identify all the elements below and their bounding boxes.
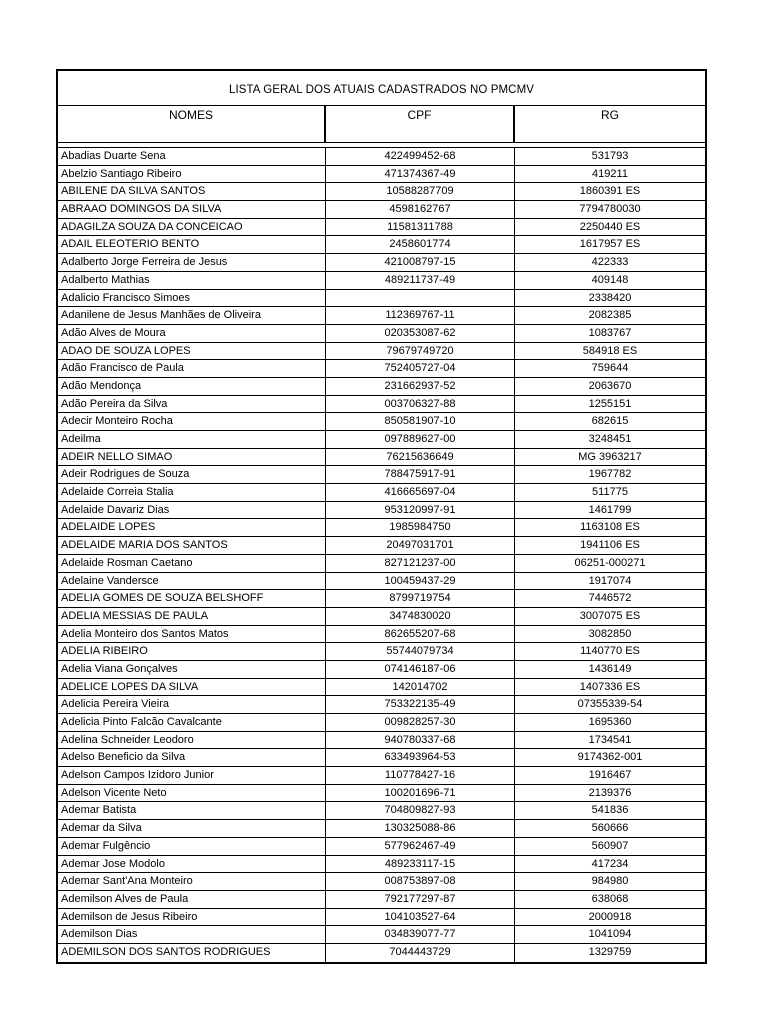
- row-name-cell: Adão Francisco de Paula: [58, 360, 326, 377]
- table-row: [58, 290, 705, 308]
- table-row: [58, 413, 705, 431]
- registrants-table: [56, 69, 707, 964]
- row-rg-cell: MG 3963217: [578, 450, 642, 463]
- row-name-cell: Adelia Viana Gonçalves: [58, 661, 326, 678]
- row-name-cell: Abadias Duarte Sena: [58, 148, 326, 165]
- row-cpf-cell: 034839077-77: [326, 926, 515, 943]
- row-cpf-cell: 112369767-11: [326, 307, 515, 324]
- row-cpf-cell: 753322135-49: [326, 696, 515, 713]
- table-row: [58, 343, 705, 361]
- table-row: [58, 307, 705, 325]
- row-cpf-cell: 940780337-68: [326, 732, 515, 749]
- row-name-cell: Ademilson de Jesus Ribeiro: [58, 909, 326, 926]
- row-name-cell: ADELICE LOPES DA SILVA: [58, 679, 326, 696]
- row-rg-cell: 1917074: [588, 574, 632, 587]
- row-name-cell: ABILENE DA SILVA SANTOS: [58, 183, 326, 200]
- row-cpf-cell: 110778427-16: [326, 767, 515, 784]
- column-header-rg: RG: [601, 108, 619, 122]
- row-name-cell: Ademar Batista: [58, 802, 326, 819]
- row-name-cell: Adelaide Rosman Caetano: [58, 555, 326, 572]
- row-cpf-cell: 3474830020: [326, 608, 515, 625]
- row-name-cell: Adelina Schneider Leodoro: [58, 732, 326, 749]
- row-rg-cell: 541836: [591, 804, 629, 817]
- row-rg-cell: 409148: [591, 273, 629, 286]
- row-rg-cell: 759644: [591, 362, 629, 375]
- table-row: [58, 502, 705, 520]
- row-name-cell: ADEIR NELLO SIMAO: [58, 449, 326, 466]
- row-rg-cell: 511775: [592, 486, 628, 499]
- table-row: [58, 891, 705, 909]
- row-cpf-cell: 231662937-52: [326, 378, 515, 395]
- row-rg-cell: 531793: [591, 150, 629, 162]
- row-cpf-cell: 79679749720: [326, 343, 515, 360]
- row-cpf-cell: 704809827-93: [326, 802, 515, 819]
- row-name-cell: Adão Mendonça: [58, 378, 326, 395]
- row-name-cell: Ademilson Alves de Paula: [58, 891, 326, 908]
- row-name-cell: Adalberto Jorge Ferreira de Jesus: [58, 254, 326, 271]
- row-rg-cell: 2139376: [588, 786, 632, 799]
- column-header-names: NOMES: [58, 106, 326, 142]
- row-cpf-cell: [326, 290, 515, 307]
- row-rg-cell: 1695360: [588, 716, 632, 728]
- table-row: [58, 466, 705, 484]
- table-row: [58, 643, 705, 661]
- row-rg-cell: 07355339-54: [577, 698, 643, 711]
- table-row: [58, 396, 705, 414]
- row-cpf-cell: 827121237-00: [326, 555, 515, 572]
- row-rg-cell: 2063670: [588, 379, 632, 392]
- table-row: [58, 484, 705, 502]
- row-name-cell: Adelaide Correia Stalia: [58, 484, 326, 501]
- row-cpf-cell: 1985984750: [326, 519, 515, 536]
- row-cpf-cell: 11581311788: [326, 219, 515, 236]
- row-cpf-cell: 850581907-10: [326, 413, 515, 430]
- table-row: [58, 519, 705, 537]
- row-rg-cell: 1941106 ES: [580, 539, 640, 552]
- column-header-cpf: CPF: [326, 106, 515, 142]
- row-cpf-cell: 577962467-49: [326, 838, 515, 855]
- row-rg-cell: 1255151: [588, 397, 632, 410]
- row-name-cell: Adelaine Vandersce: [58, 573, 326, 590]
- row-name-cell: Adelson Vicente Neto: [58, 785, 326, 802]
- row-rg-cell: 1041094: [588, 928, 632, 941]
- row-name-cell: Adecir Monteiro Rocha: [58, 413, 326, 430]
- row-name-cell: Ademar da Silva: [58, 820, 326, 837]
- table-row: [58, 555, 705, 573]
- row-rg-cell: 584918 ES: [582, 344, 638, 357]
- row-cpf-cell: 10588287709: [326, 183, 515, 200]
- row-name-cell: Ademar Jose Modolo: [58, 856, 326, 873]
- table-row: [58, 679, 705, 697]
- table-row: [58, 590, 705, 608]
- row-name-cell: ADAO DE SOUZA LOPES: [58, 343, 326, 360]
- row-rg-cell: 1436149: [588, 662, 632, 675]
- row-rg-cell: 06251-000271: [574, 556, 646, 569]
- row-name-cell: Adalicio Francisco Simoes: [58, 290, 326, 307]
- row-cpf-cell: 020353087-62: [326, 325, 515, 342]
- row-rg-cell: 2000918: [588, 910, 632, 923]
- table-row: [58, 254, 705, 272]
- row-rg-cell: 2250440 ES: [579, 220, 641, 233]
- table-row: [58, 236, 705, 254]
- table-row: [58, 749, 705, 767]
- row-name-cell: ADEMILSON DOS SANTOS RODRIGUES: [58, 944, 326, 962]
- table-header-row: [58, 106, 705, 143]
- table-row: [58, 573, 705, 591]
- table-row: [58, 626, 705, 644]
- row-name-cell: Adelaide Davariz Dias: [58, 502, 326, 519]
- row-cpf-cell: 633493964-53: [326, 749, 515, 766]
- row-rg-cell: 1083767: [588, 326, 632, 339]
- row-rg-cell: 560907: [591, 839, 629, 852]
- row-rg-cell: 422333: [591, 256, 629, 269]
- row-rg-cell: 1163108 ES: [580, 521, 640, 534]
- row-rg-cell: 682615: [591, 415, 629, 428]
- table-row: [58, 785, 705, 803]
- table-row: [58, 201, 705, 219]
- row-rg-cell: 984980: [591, 875, 629, 888]
- row-name-cell: Ademilson Dias: [58, 926, 326, 943]
- row-name-cell: Adão Pereira da Silva: [58, 396, 326, 413]
- row-name-cell: ADELAIDE MARIA DOS SANTOS: [58, 537, 326, 554]
- table-row: [58, 714, 705, 732]
- row-name-cell: ABRAAO DOMINGOS DA SILVA: [58, 201, 326, 218]
- table-row: [58, 802, 705, 820]
- row-rg-cell: 2338420: [588, 291, 632, 304]
- row-name-cell: Adelso Beneficio da Silva: [58, 749, 326, 766]
- table-row: [58, 325, 705, 343]
- row-cpf-cell: 074146187-06: [326, 661, 515, 678]
- row-cpf-cell: 7044443729: [326, 944, 515, 962]
- table-row: [58, 909, 705, 927]
- row-rg-cell: 1140770 ES: [580, 645, 640, 658]
- row-rg-cell: 1916467: [588, 769, 632, 782]
- row-cpf-cell: 471374367-49: [326, 166, 515, 183]
- row-cpf-cell: 003706327-88: [326, 396, 515, 413]
- row-rg-cell: 1860391 ES: [579, 185, 641, 198]
- row-rg-cell: 560666: [591, 822, 629, 835]
- table-row: [58, 431, 705, 449]
- row-cpf-cell: 100201696-71: [326, 785, 515, 802]
- table-row: [58, 820, 705, 838]
- row-name-cell: ADAIL ELEOTERIO BENTO: [58, 236, 326, 253]
- row-rg-cell: 1967782: [588, 468, 632, 481]
- row-cpf-cell: 55744079734: [326, 643, 515, 660]
- row-name-cell: Adalberto Mathias: [58, 272, 326, 289]
- row-name-cell: ADELIA RIBEIRO: [58, 643, 326, 660]
- row-rg-cell: 3082850: [588, 627, 632, 640]
- row-rg-cell: 1461799: [588, 503, 632, 516]
- row-rg-cell: 2082385: [588, 309, 632, 322]
- row-cpf-cell: 2458601774: [326, 236, 515, 253]
- table-row: [58, 873, 705, 891]
- row-cpf-cell: 416665697-04: [326, 484, 515, 501]
- row-name-cell: Adeir Rodrigues de Souza: [58, 466, 326, 483]
- row-cpf-cell: 100459437-29: [326, 573, 515, 590]
- row-name-cell: Adeilma: [58, 431, 326, 448]
- row-name-cell: Adelicia Pereira Vieira: [58, 696, 326, 713]
- row-name-cell: Abelzio Santiago Ribeiro: [58, 166, 326, 183]
- row-cpf-cell: 130325088-86: [326, 820, 515, 837]
- table-row: [58, 449, 705, 467]
- row-cpf-cell: 752405727-04: [326, 360, 515, 377]
- row-rg-cell: 3248451: [588, 433, 632, 445]
- document-title: LISTA GERAL DOS ATUAIS CADASTRADOS NO PMCMV: [58, 71, 705, 106]
- table-row: [58, 537, 705, 555]
- row-cpf-cell: 489233117-15: [326, 856, 515, 873]
- row-cpf-cell: 8799719754: [326, 590, 515, 607]
- row-cpf-cell: 422499452-68: [326, 148, 515, 165]
- table-row: [58, 272, 705, 290]
- table-row: [58, 767, 705, 785]
- row-cpf-cell: 953120997-91: [326, 502, 515, 519]
- table-row: [58, 732, 705, 750]
- row-rg-cell: 7794780030: [579, 203, 641, 216]
- row-name-cell: Adanilene de Jesus Manhães de Oliveira: [58, 307, 326, 324]
- row-cpf-cell: 009828257-30: [326, 714, 515, 731]
- row-name-cell: Adelson Campos Izidoro Junior: [58, 767, 326, 784]
- row-cpf-cell: 489211737-49: [326, 272, 515, 289]
- row-rg-cell: 7446572: [588, 592, 632, 605]
- row-name-cell: Ademar Sant'Ana Monteiro: [58, 873, 326, 890]
- table-row: [58, 166, 705, 184]
- table-row: [58, 696, 705, 714]
- row-cpf-cell: 421008797-15: [326, 254, 515, 271]
- table-row: [58, 944, 705, 962]
- row-rg-cell: 3007075 ES: [579, 609, 641, 622]
- row-cpf-cell: 097889627-00: [326, 431, 515, 448]
- row-rg-cell: 1407336 ES: [579, 680, 641, 693]
- row-cpf-cell: 788475917-91: [326, 466, 515, 483]
- row-rg-cell: 638068: [591, 892, 629, 905]
- row-rg-cell: 9174362-001: [577, 751, 643, 764]
- row-cpf-cell: 862655207-68: [326, 626, 515, 643]
- table-row: [58, 838, 705, 856]
- row-rg-cell: 419211: [592, 167, 628, 180]
- row-name-cell: Adão Alves de Moura: [58, 325, 326, 342]
- row-name-cell: Ademar Fulgêncio: [58, 838, 326, 855]
- row-cpf-cell: 104103527-64: [326, 909, 515, 926]
- table-row: [58, 661, 705, 679]
- row-cpf-cell: 4598162767: [326, 201, 515, 218]
- table-body: [58, 148, 705, 962]
- row-name-cell: Adelicia Pinto Falcão Cavalcante: [58, 714, 326, 731]
- row-rg-cell: 1329759: [588, 945, 632, 958]
- row-cpf-cell: 008753897-08: [326, 873, 515, 890]
- row-name-cell: ADAGILZA SOUZA DA CONCEICAO: [58, 219, 326, 236]
- row-cpf-cell: 792177297-87: [326, 891, 515, 908]
- row-rg-cell: 1734541: [588, 733, 632, 746]
- table-row: [58, 926, 705, 944]
- row-name-cell: ADELIA GOMES DE SOUZA BELSHOFF: [58, 590, 326, 607]
- row-cpf-cell: 20497031701: [326, 537, 515, 554]
- row-cpf-cell: 76215636649: [326, 449, 515, 466]
- row-rg-cell: 417234: [591, 857, 629, 870]
- table-row: [58, 148, 705, 166]
- table-row: [58, 360, 705, 378]
- row-rg-cell: 1617957 ES: [579, 238, 641, 251]
- table-row: [58, 219, 705, 237]
- row-name-cell: ADELIA MESSIAS DE PAULA: [58, 608, 326, 625]
- table-row: [58, 608, 705, 626]
- row-name-cell: ADELAIDE LOPES: [58, 519, 326, 536]
- table-row: [58, 856, 705, 874]
- row-cpf-cell: 142014702: [326, 679, 515, 696]
- table-row: [58, 183, 705, 201]
- row-name-cell: Adelia Monteiro dos Santos Matos: [58, 626, 326, 643]
- table-row: [58, 378, 705, 396]
